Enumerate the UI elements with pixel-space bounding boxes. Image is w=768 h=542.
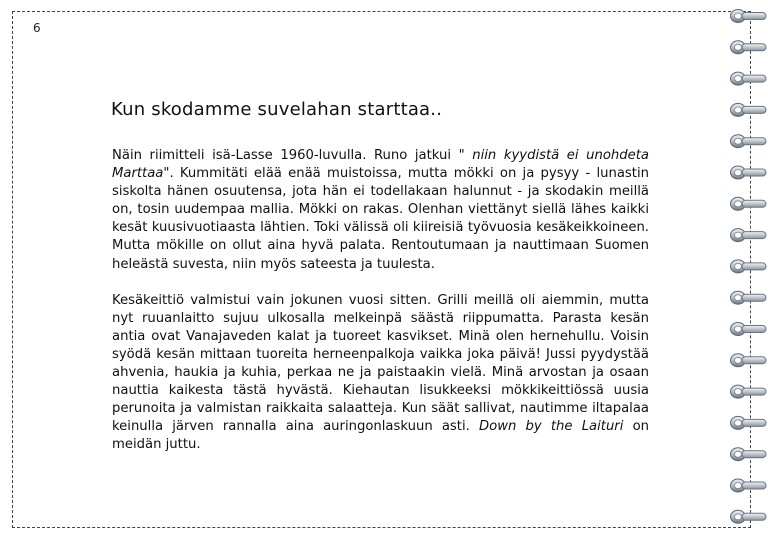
spiral-ring	[731, 260, 767, 273]
spiral-ring	[731, 10, 767, 23]
motto-italic: Down by the Laituri	[479, 419, 624, 435]
spiral-ring	[731, 323, 767, 336]
paragraph-2	[112, 292, 649, 455]
spiral-ring	[731, 416, 767, 429]
paragraph-2-text-a: Kesäkeittiö valmistui vain jokunen vuosi sitten. Grilli meillä oli aiemmin, mutta nyt ruuanlaitto sujuu ulkosalla melkeinpä säästä riippumatta. Parasta kesän antia ovat Vanajaveden kalat ja tuoreet kasvikset. Minä olen hernehullu. Voisin syödä kesän mittaan tuoreita herneenpalkoja vaikka joka päivä! Jussi pyydystää ahvenia, haukia ja kuhia, perkaa ne ja paistaakin vielä. Minä arvostan ja osaan nauttia kaikesta tästä hyvästä. Kiehautan lisukkeeksi mökkikeittiössä uusia perunoita ja valmistan raikkaita salaatteja. Kun säät sallivat, nautimme iltapalaa keinulla järven rannalla aina auringonlaskuun asti.	[112, 292, 649, 435]
paragraph-1-text-b: . Kummitäti elää enää muistoissa, mutta mökki on ja pysyy - lunastin siskolta hänen osuutensa, jota hän ei todellakaan halunnut - ja skodakin meillä on, tosin uudempaa mallia. Mökki on rakas. Olenhan viettänyt siellä lähes kaikki kesät kuusivuotiaasta lähtien. Toki välissä oli kiireisiä työvuosia kesäkeikkoineen. Mutta mökille on ollut aina hyvä palata. Rentoutumaan ja nauttimaan Suomen heleästä suvesta, niin myös sateesta ja tuulesta.	[112, 166, 649, 272]
spiral-ring	[731, 354, 767, 367]
page-title: Kun skodamme suvelahan starttaa..	[111, 99, 443, 120]
spiral-ring	[731, 229, 767, 242]
paragraph-1-text-a: Näin riimitteli isä-Lasse 1960-luvulla. Runo jatkui "	[112, 148, 473, 163]
spiral-ring	[731, 135, 767, 148]
spiral-ring	[731, 510, 767, 523]
spiral-binding	[728, 0, 768, 542]
spiral-ring	[731, 197, 767, 210]
spiral-ring	[731, 103, 767, 116]
paragraph-2-text-b: on meidän juttu.	[112, 419, 650, 453]
spiral-ring	[731, 72, 767, 85]
spiral-ring	[731, 448, 767, 461]
article-body	[112, 147, 649, 473]
spiral-ring	[731, 479, 767, 492]
spiral-ring	[731, 385, 767, 398]
paragraph-1	[112, 147, 649, 274]
spiral-ring	[731, 166, 767, 179]
page-number: 6	[33, 21, 41, 35]
spiral-ring	[731, 291, 767, 304]
poem-quote-italic: niin kyydistä ei unohdeta Marttaa"	[112, 148, 649, 182]
spiral-ring	[731, 41, 767, 54]
